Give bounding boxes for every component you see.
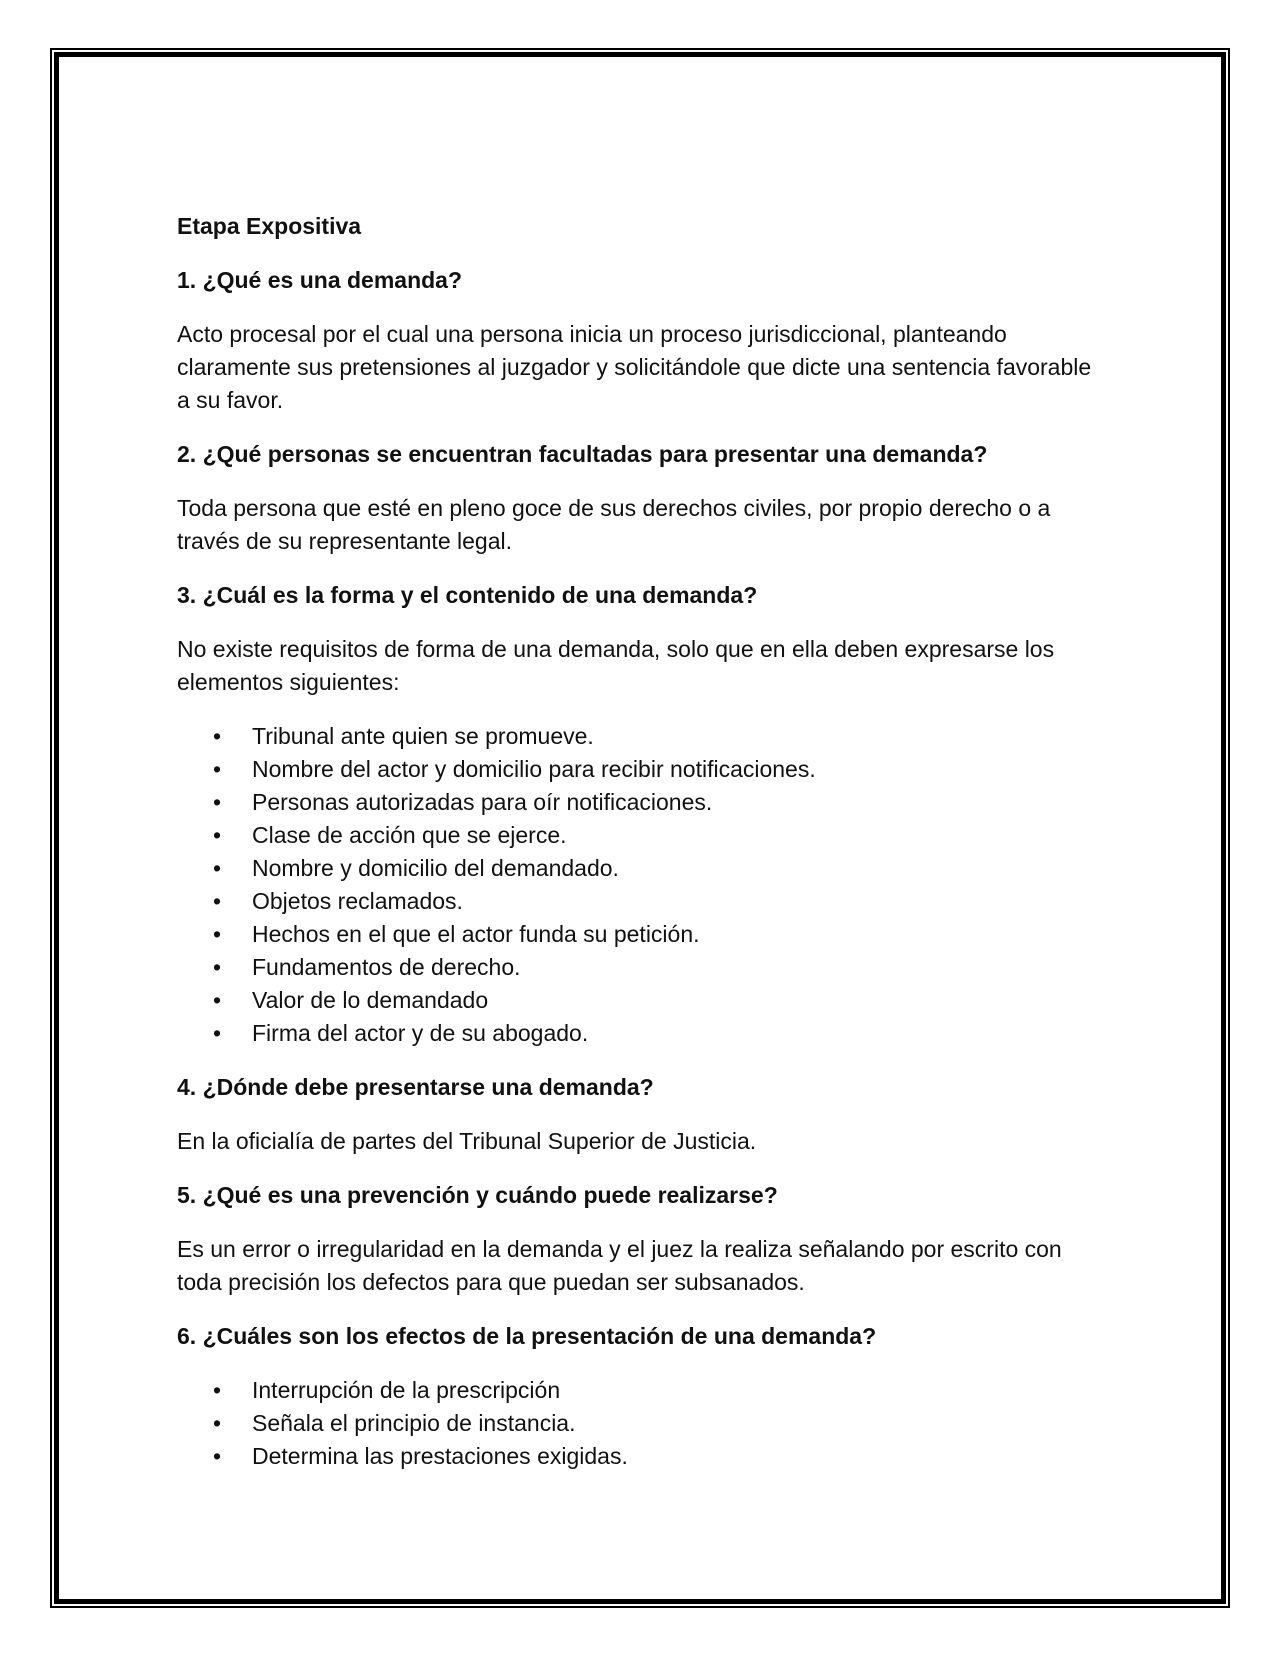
- answer-4: En la oficialía de partes del Tribunal Superior de Justicia.: [177, 1128, 757, 1154]
- bullet-icon: •: [213, 921, 222, 947]
- list-item-text: Objetos reclamados.: [252, 888, 463, 914]
- list-item-text: Nombre y domicilio del demandado.: [252, 855, 619, 881]
- bullet-icon: •: [213, 954, 222, 980]
- bullet-icon: •: [213, 987, 222, 1013]
- question-5: 5. ¿Qué es una prevención y cuándo puede realizarse?: [177, 1182, 778, 1208]
- bullet-icon: •: [213, 1020, 222, 1046]
- list-item-text: Personas autorizadas para oír notificaciones.: [252, 789, 713, 815]
- list-item: [177, 984, 1107, 1017]
- list-item: [177, 753, 1107, 786]
- answer-1: Acto procesal por el cual una persona inicia un proceso jurisdiccional, planteando claramente sus pretensiones al juzgador y solicitándole que dicte una sentencia favorable a su favor.: [177, 321, 1092, 413]
- bullet-icon: •: [213, 888, 222, 914]
- question-1: 1. ¿Qué es una demanda?: [177, 267, 463, 293]
- list-item-text: Nombre del actor y domicilio para recibir notificaciones.: [252, 756, 816, 782]
- list-item-text: Firma del actor y de su abogado.: [252, 1020, 589, 1046]
- list-item: [177, 885, 1107, 918]
- bullet-icon: •: [213, 723, 222, 749]
- document-body: [177, 210, 1107, 1494]
- list-item: [177, 852, 1107, 885]
- list-item-text: Fundamentos de derecho.: [252, 954, 521, 980]
- bullet-icon: •: [213, 1410, 222, 1436]
- list-item: [177, 786, 1107, 819]
- list-item-text: Determina las prestaciones exigidas.: [252, 1443, 628, 1469]
- list-item: [177, 1440, 1107, 1473]
- list-item: [177, 1374, 1107, 1407]
- bullet-icon: •: [213, 1377, 222, 1403]
- question-6: 6. ¿Cuáles son los efectos de la presentación de una demanda?: [177, 1323, 877, 1349]
- list-item-text: Tribunal ante quien se promueve.: [252, 723, 594, 749]
- bullet-icon: •: [213, 855, 222, 881]
- list-item: [177, 951, 1107, 984]
- list-item-text: Hechos en el que el actor funda su petición.: [252, 921, 700, 947]
- bullet-icon: •: [213, 822, 222, 848]
- list-item-text: Señala el principio de instancia.: [252, 1410, 576, 1436]
- question-3: 3. ¿Cuál es la forma y el contenido de una demanda?: [177, 582, 758, 608]
- list-item: [177, 1017, 1107, 1050]
- list-item-text: Clase de acción que se ejerce.: [252, 822, 567, 848]
- answer-5: Es un error o irregularidad en la demanda y el juez la realiza señalando por escrito con toda precisión los defectos para que puedan ser subsanados.: [177, 1236, 1062, 1295]
- question-4: 4. ¿Dónde debe presentarse una demanda?: [177, 1074, 654, 1100]
- bullet-icon: •: [213, 789, 222, 815]
- list-item-text: Valor de lo demandado: [252, 987, 489, 1013]
- list-item-text: Interrupción de la prescripción: [252, 1377, 561, 1403]
- list-item: [177, 918, 1107, 951]
- list-item: [177, 819, 1107, 852]
- answer-3: No existe requisitos de forma de una demanda, solo que en ella deben expresarse los elementos siguientes:: [177, 636, 1055, 695]
- answer-2: Toda persona que esté en pleno goce de sus derechos civiles, por propio derecho o a través de su representante legal.: [177, 495, 1051, 554]
- bullet-icon: •: [213, 1443, 222, 1469]
- requirements-list: [177, 720, 1107, 1050]
- list-item: [177, 720, 1107, 753]
- document-title: Etapa Expositiva: [177, 213, 362, 239]
- effects-list: [177, 1374, 1107, 1473]
- list-item: [177, 1407, 1107, 1440]
- question-2: 2. ¿Qué personas se encuentran facultadas para presentar una demanda?: [177, 441, 988, 467]
- bullet-icon: •: [213, 756, 222, 782]
